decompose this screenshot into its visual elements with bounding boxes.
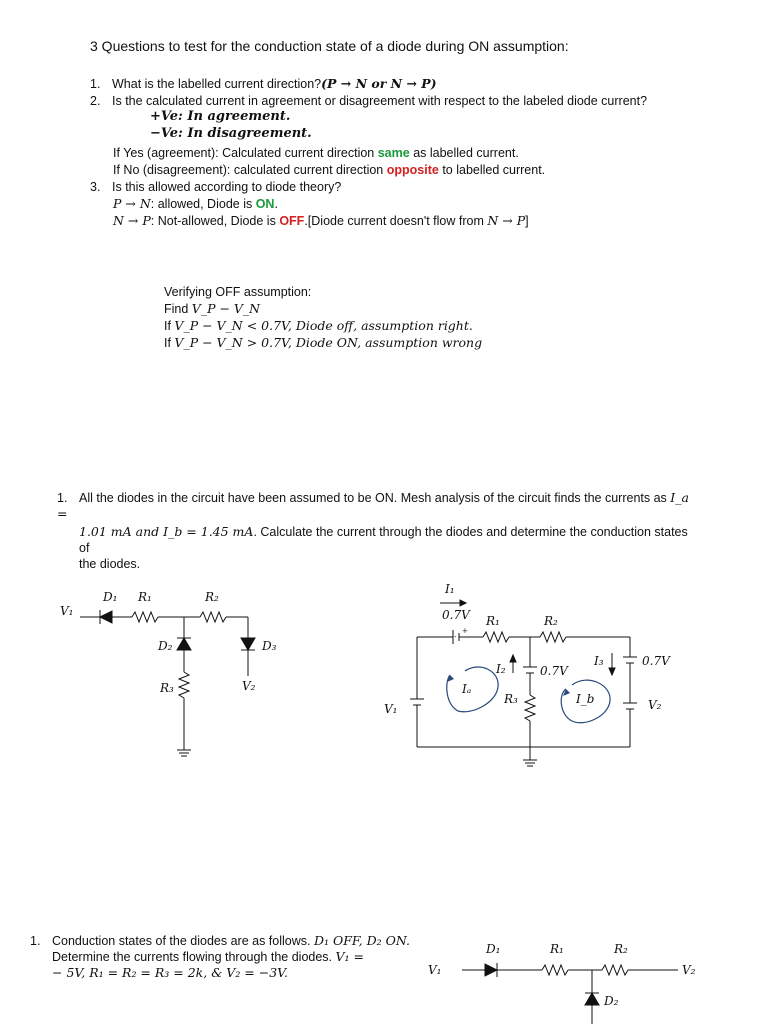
n-to-p-end: ] — [525, 214, 529, 228]
no-disagreement-line — [113, 162, 545, 178]
p-to-n-text: : allowed, Diode is — [150, 197, 256, 211]
off-condition-2 — [164, 335, 482, 351]
circuit-diagram-1 — [50, 580, 290, 765]
v2-label: V₂ — [648, 698, 662, 712]
question-number: 1. — [90, 77, 101, 91]
i3-label: I₃ — [594, 654, 604, 668]
r3-label: R₃ — [160, 681, 174, 695]
off-title: Verifying OFF assumption: — [164, 285, 312, 299]
question-number: 3. — [90, 180, 101, 194]
question-2 — [90, 93, 647, 109]
find-math: V_P − V_N — [191, 301, 261, 316]
right-drop-label: 0.7V — [642, 654, 670, 668]
r2-label: R₂ — [544, 614, 558, 628]
page-heading: 3 Questions to test for the conduction state of a diode during ON assumption: — [90, 38, 569, 54]
r1-label: R₁ — [550, 942, 564, 956]
problem-math-3: − 5V, R₁ = R₂ = R₃ = 2k, & V₂ = −3V. — [52, 965, 288, 980]
yes-agreement-line — [113, 145, 519, 161]
question-number: 2. — [90, 94, 101, 108]
ia-mesh-label: Iₐ — [462, 682, 472, 696]
n-to-p-math: N → P — [113, 213, 151, 228]
v1-label: V₁ — [60, 604, 74, 618]
circuit-diagram-2 — [380, 575, 690, 775]
d1-label: D₁ — [486, 942, 501, 956]
v2-label: V₂ — [242, 679, 256, 693]
if-label: If — [164, 336, 175, 350]
i1-label: I₁ — [445, 582, 455, 596]
i2-label: I₂ — [496, 662, 506, 676]
condition-2-math: V_P − V_N > 0.7V, Diode ON, assumption wrong — [174, 335, 483, 350]
r1-label: R₁ — [138, 590, 152, 604]
opposite-word: opposite — [386, 163, 439, 177]
d2-label: D₂ — [158, 639, 173, 653]
problem-math-2: 1.01 mA and I_b = 1.45 mA — [79, 524, 254, 539]
ib-mesh-label: I_b — [576, 692, 595, 706]
d2-label: D₂ — [604, 994, 619, 1008]
p-to-n-end: . — [274, 197, 278, 211]
off-condition-1 — [164, 318, 473, 334]
question-math: (P → N or N → P) — [321, 76, 437, 91]
n-to-p-line — [113, 213, 529, 229]
problem-math-2: V₁ = — [335, 949, 365, 964]
no-text-end: to labelled current. — [438, 163, 546, 177]
top-drop-label: 0.7V — [442, 608, 470, 622]
condition-1-math: V_P − V_N < 0.7V, Diode off, assumption right. — [174, 318, 473, 333]
yes-text-end: as labelled current. — [409, 146, 519, 160]
n-to-p-text: : Not-allowed, Diode is — [150, 214, 280, 228]
problem-number: 1. — [57, 491, 68, 505]
problem-math-1: I_a = — [57, 490, 689, 521]
yes-text: If Yes (agreement): Calculated current direction — [113, 146, 378, 160]
negative-disagreement: −Ve: In disagreement. — [150, 126, 312, 141]
d1-label: D₁ — [103, 590, 118, 604]
if-label: If — [164, 319, 175, 333]
off-find — [164, 301, 260, 317]
question-text: Is this allowed according to diode theory? — [112, 180, 342, 194]
positive-agreement: +Ve: In agreement. — [150, 109, 291, 124]
find-label: Find — [164, 302, 192, 316]
question-3 — [90, 179, 341, 195]
r2-label: R₂ — [205, 590, 219, 604]
p-to-n-line — [113, 196, 278, 212]
problem-2 — [30, 933, 430, 981]
problem-line-1: Conduction states of the diodes are as follows. — [52, 934, 311, 948]
problem-line-3: the diodes. — [79, 557, 141, 571]
n-to-p-math-2: N → P — [487, 213, 526, 228]
v2-label: V₂ — [682, 963, 696, 977]
v1-label: V₁ — [384, 702, 398, 716]
r1-label: R₁ — [486, 614, 500, 628]
r3-label: R₃ — [504, 692, 518, 706]
problem-1 — [57, 490, 697, 572]
off-state: OFF — [279, 214, 305, 228]
d3-label: D₃ — [262, 639, 277, 653]
mid-drop-label: 0.7V — [540, 664, 568, 678]
question-text: What is the labelled current direction? — [112, 77, 322, 91]
problem-line-1: All the diodes in the circuit have been assumed to be ON. Mesh analysis of the circuit finds the currents as — [79, 491, 667, 505]
problem-line-2: . Calculate the current through the diodes and determine the conduction states of — [79, 525, 688, 555]
polarity-minus: - — [454, 633, 457, 641]
v1-label: V₁ — [428, 963, 442, 977]
problem-math-1: D₁ OFF, D₂ ON. — [313, 933, 410, 948]
r2-label: R₂ — [614, 942, 628, 956]
circuit-diagram-3 — [420, 935, 720, 1024]
polarity-plus: + — [462, 627, 468, 635]
no-text: If No (disagreement): calculated current direction — [113, 163, 387, 177]
same-word: same — [377, 146, 410, 160]
problem-number: 1. — [30, 934, 41, 948]
question-1 — [90, 76, 437, 92]
n-to-p-note: .[Diode current doesn't flow from — [304, 214, 488, 228]
on-state: ON — [255, 197, 275, 211]
question-text: Is the calculated current in agreement or disagreement with respect to the labeled diode current? — [112, 94, 648, 108]
problem-line-2: Determine the currents flowing through the diodes. — [52, 950, 333, 964]
p-to-n-math: P → N — [113, 196, 151, 211]
